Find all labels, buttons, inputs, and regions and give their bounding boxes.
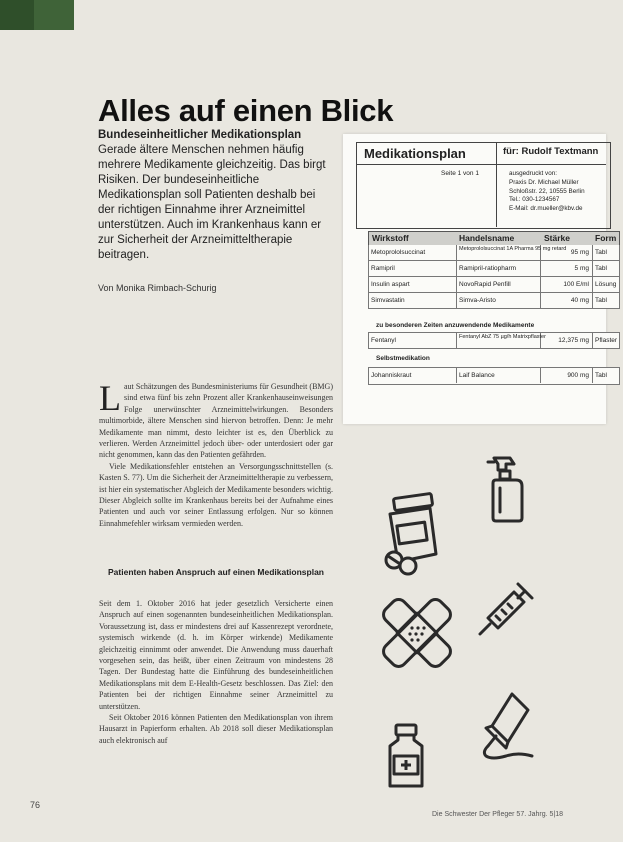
cell: Metoprololsuccinat 1A Pharma 95 mg retard [457,245,541,260]
cell: Ramipril-ratiopharm [457,261,541,276]
paragraph: Seit dem 1. Oktober 2016 hat jeder gesetzlich Versicherte einen Anspruch auf einen sogenannten bundeseinheitlichen Medikationsplan. Voraussetzung ist, dass er mindestens drei auf Kassenrezept verordnete, systemisch wirkende (d. h. im Körper wirkende) Medikamente gleichzeitig einnimmt oder anwendet. Die Anwendung muss dauerhaft vorgesehen sein, das heißt, über einen Zeitraum von mindestens 28 Tagen. Der Bundestag hatte die Einführung des bundeseinheitlichen Medikationsplans mit dem E-Health-Gesetz beschlossen. Das Ziel: den Patienten bei der richtigen Einnahme seiner Arzneimittel zu unterstützen. [99,599,333,711]
cell: 5 mg [541,261,593,276]
paragraph-text: aut Schätzungen des Bundesministeriums für Gesundheit (BMG) sind etwa fünf bis zehn Prozent aller Krankenhauseinweisungen Folge unerwünschter Arzneimittelwirkungen. Besonders multimorbide, ältere Menschen sind hiervon betroffen. Denn: Je mehr Medikamente man nimmt, desto leichter ist es, den Überblick zu verlieren. Werden Arzneimittel jedoch über- oder unterdosiert oder gar nicht genommen, kann das den Patienten gefährden. [99,382,333,460]
paragraph: Viele Medikationsfehler entstehen an Versorgungsschnittstellen (s. Kasten S. 77). Um die Sicherheit der Arzneimitteltherapie zu verbessern, ist hier ein systematischer Abgleich der Medikamente besonders wichtig. Dieser Abgleich sollte im Krankenhaus bereits bei der Aufnahme eines Patienten und auch vor seiner Entlassung erfolgen. Nur so können Einnahmefehler wirksam vermieden werden. [99,461,333,528]
syringe-icon [474,578,538,642]
bandage-icon [372,592,462,674]
section-label: zu besonderen Zeiten anzuwendende Medikamente [376,322,535,329]
table-row [368,277,620,293]
column-header: Stärke [544,233,570,243]
cell: Ramipril [369,261,457,276]
cell: 12,375 mg [541,333,593,348]
cell: 40 mg [541,293,593,308]
cell: Simva-Aristo [457,293,541,308]
cell: 100 E/ml [541,277,593,292]
page-title: Alles auf einen Blick [98,92,394,128]
lead-text [98,128,330,263]
paragraph: Seit Oktober 2016 können Patienten den Medikationsplan von ihrem Hausarzt in Papierform erhalten. Ab 2018 soll dieser Medikationsplan auch elektronisch auf [99,713,333,745]
lead-body: Gerade ältere Menschen nehmen häufig mehrere Medikamente gleichzeitig. Das birgt Risiken. Der bundeseinheitliche Medikationsplan soll Patienten deshalb bei der richtigen Einnahme ihrer Arzneimittel unterstützen. Auch im Krankenhaus kann er zur Sicherheit der Arzneimitteltherapie beitragen. [98,144,326,261]
section-tab [0,0,74,30]
table-row [368,261,620,277]
cell: Simvastatin [369,293,457,308]
cell: Tabl [595,249,607,256]
cell: Metoprololsuccinat [369,245,457,260]
card-divider [356,164,606,165]
article-body-continued [99,598,333,746]
cell: NovoRapid Penfill [457,277,541,292]
card-page: Seite 1 von 1 [441,170,479,177]
patient-name: für: Rudolf Textmann [503,146,599,157]
cell: Pflaster [595,337,618,344]
cell: Tabl [595,265,607,272]
cell: Fentanyl [369,333,457,348]
spray-bottle-icon [486,454,532,524]
pill-jar-icon [380,492,444,576]
cell: Tabl [595,297,607,304]
medicine-bottle-icon [384,722,428,790]
table-header [368,231,620,246]
issuer-line: Tel.: 030-1234567 [509,196,560,204]
section-label: Selbstmedikation [376,355,430,362]
cell: Tabl [595,372,607,379]
article-body [99,378,333,529]
page-number: 76 [30,800,41,810]
subheading: Patienten haben Anspruch auf einen Medikationsplan [108,567,324,577]
cell: Fentanyl AbZ 75 µg/h Matrixpflaster [457,333,541,348]
medication-plan-card [343,134,618,424]
paragraph [99,378,333,461]
card-divider [496,142,497,227]
dropcap: L [99,378,121,418]
card-issuer [509,170,585,214]
column-header: Wirkstoff [372,233,409,243]
cell: Laif Balance [457,368,541,383]
column-header: Form [595,233,617,243]
byline: Von Monika Rimbach-Schurig [98,283,217,293]
cell: Johanniskraut [369,368,457,383]
table-row [368,332,620,349]
lead-heading: Bundeseinheitlicher Medikationsplan [98,129,302,141]
issuer-line: Praxis Dr. Michael Müller [509,178,579,186]
issuer-line: ausgedruckt von: [509,170,557,177]
card-title: Medikationsplan [364,146,466,161]
issuer-line: E-Mail: dr.mueller@kbv.de [509,205,583,213]
cell: 900 mg [541,368,593,383]
footer: Die Schwester Der Pfleger 57. Jahrg. 5|18 [432,811,563,818]
cell: Insulin aspart [369,277,457,292]
table-row [368,367,620,385]
cell: 95 mg [541,245,593,260]
table-row [368,245,620,261]
issuer-line: Schloßstr. 22, 10555 Berlin [509,187,585,195]
column-header: Handelsname [459,233,515,243]
ointment-tube-icon [472,690,548,762]
table-row [368,293,620,309]
cell: Lösung [595,281,617,288]
